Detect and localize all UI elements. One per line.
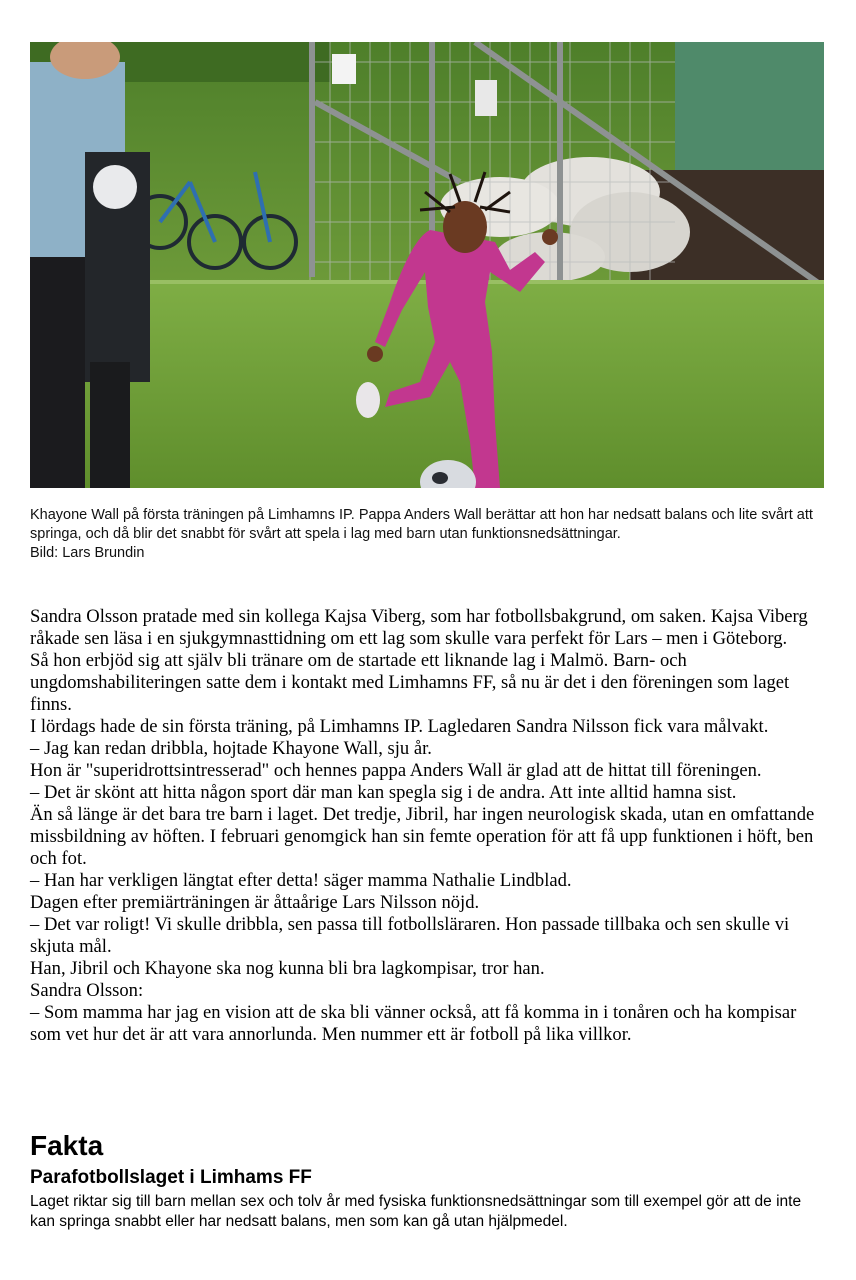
fakta-heading: Fakta xyxy=(30,1130,104,1161)
article-paragraph: – Det var roligt! Vi skulle dribbla, sen passa till fotbollsläraren. Hon passade tillbaka och sen skulle vi skjuta mål. xyxy=(30,914,790,957)
photo-caption xyxy=(30,506,830,563)
article-paragraph: – Han har verkligen längtat efter detta! säger mamma Nathalie Lindblad. xyxy=(30,870,572,891)
fakta-subheading: Parafotbollslaget i Limhams FF xyxy=(30,1167,312,1188)
article-paragraph: – Jag kan redan dribbla, hojtade Khayone Wall, sju år. xyxy=(30,738,432,759)
article-paragraph: Han, Jibril och Khayone ska nog kunna bli bra lagkompisar, tror han. xyxy=(30,958,545,979)
fakta-text: Laget riktar sig till barn mellan sex och tolv år med fysiska funktionsnedsättningar som till exempel gör att de inte kan springa snabbt eller har nedsatt balans, men som kan gå utan hjälpmedel. xyxy=(30,1193,802,1230)
article-paragraph: Sandra Olsson: xyxy=(30,980,144,1001)
article-paragraph: Sandra Olsson pratade med sin kollega Kajsa Viberg, som har fotbollsbakgrund, om saken. Kajsa Viberg råkade sen läsa i en sjukgymnasttidning om ett lag som skulle vara perfekt för Lars – men i Göteborg. xyxy=(30,606,808,649)
caption-text: Khayone Wall på första träningen på Limhamns IP. Pappa Anders Wall berättar att hon har nedsatt balans och lite svårt att springa, och då blir det snabbt för svårt att spela i lag med barn utan funktionsnedsättningar. xyxy=(30,507,813,542)
article-photo xyxy=(30,42,824,488)
article-paragraph: Så hon erbjöd sig att själv bli tränare om de startade ett liknande lag i Malmö. Barn- och ungdomshabiliteringen satte dem i kontakt med Limhamns FF, så nu är det i den föreningen som laget finns. xyxy=(30,650,790,715)
article-paragraph: Dagen efter premiärträningen är åttaårige Lars Nilsson nöjd. xyxy=(30,892,480,913)
caption-credit: Bild: Lars Brundin xyxy=(30,545,145,561)
article-paragraph: I lördags hade de sin första träning, på Limhamns IP. Lagledaren Sandra Nilsson fick vara målvakt. xyxy=(30,716,769,737)
article-paragraph: Än så länge är det bara tre barn i laget. Det tredje, Jibril, har ingen neurologisk skada, utan en omfattande missbildning av höften. I februari genomgick han sin femte operation för att få upp funktionen i höft, ben och fot. xyxy=(30,804,815,869)
article-paragraph: Hon är "superidrottsintresserad" och hennes pappa Anders Wall är glad att de hittat till föreningen. xyxy=(30,760,762,781)
article-paragraph: – Det är skönt att hitta någon sport där man kan spegla sig i de andra. Att inte alltid hamna sist. xyxy=(30,782,737,803)
article-body xyxy=(30,606,830,1046)
article-paragraph: – Som mamma har jag en vision att de ska bli vänner också, att få komma in i tonåren och ha kompisar som vet hur det är att vara annorlunda. Men nummer ett är fotboll på lika villkor. xyxy=(30,1002,797,1045)
